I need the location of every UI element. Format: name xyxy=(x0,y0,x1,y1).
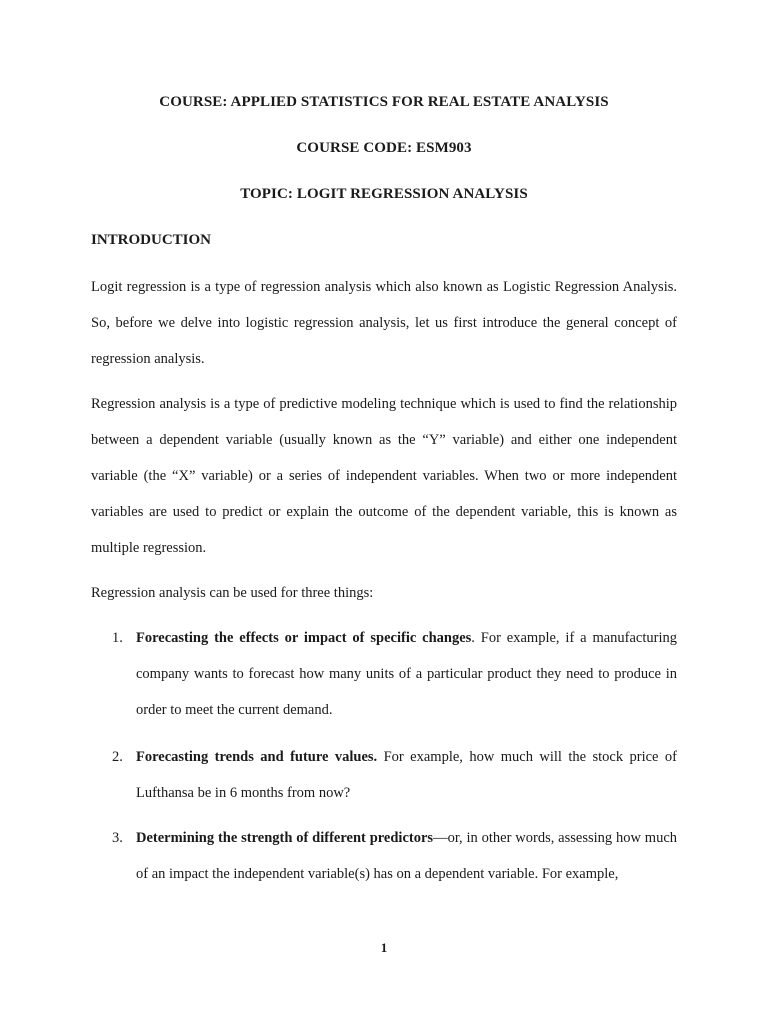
list-item-forecasting-trends xyxy=(91,739,677,811)
list-number: 2. xyxy=(112,749,123,765)
list-item-body xyxy=(136,739,677,811)
list-item-text: For example, how much will the stock price of Lufthansa be in 6 months from now? xyxy=(136,749,677,801)
list-item-body xyxy=(136,820,677,892)
list-item-text: —or, in other words, assessing how much of an impact the independent variable(s) has on a dependent variable. For example, xyxy=(136,830,678,882)
paragraph-logit-intro: Logit regression is a type of regression analysis which also known as Logistic Regression Analysis. So, before we delve into logistic regression analysis, let us first introduce the general concept of regression analysis. xyxy=(91,279,677,367)
list-item-bold: Forecasting the effects or impact of specific changes xyxy=(136,630,472,646)
list-item-determining-strength xyxy=(91,820,677,892)
course-code: COURSE CODE: ESM903 xyxy=(296,140,472,156)
list-number: 1. xyxy=(112,630,123,646)
course-title: COURSE: APPLIED STATISTICS FOR REAL ESTATE ANALYSIS xyxy=(159,94,609,110)
paragraph-regression-definition: Regression analysis is a type of predictive modeling technique which is used to find the relationship between a dependent variable (usually known as the “Y” variable) and either one independent variable (the “X” variable) or a series of independent variables. When two or more independent variables are used to predict or explain the outcome of the dependent variable, this is known as multiple regression. xyxy=(91,396,677,556)
list-item-bold: Determining the strength of different predictors xyxy=(136,830,434,846)
list-item-bold: Forecasting trends and future values. xyxy=(136,749,378,765)
list-item-body xyxy=(136,620,677,728)
section-heading-introduction: INTRODUCTION xyxy=(91,232,212,248)
paragraph-regression-uses: Regression analysis can be used for three things: xyxy=(91,585,374,601)
list-item-text: . For example, if a manufacturing company wants to forecast how many units of a particular product they need to produce in order to meet the current demand. xyxy=(136,630,677,718)
list-number: 3. xyxy=(112,830,123,846)
list-item-forecasting-effects xyxy=(91,620,677,728)
page-number: 1 xyxy=(380,940,388,955)
topic-title: TOPIC: LOGIT REGRESSION ANALYSIS xyxy=(240,186,528,202)
